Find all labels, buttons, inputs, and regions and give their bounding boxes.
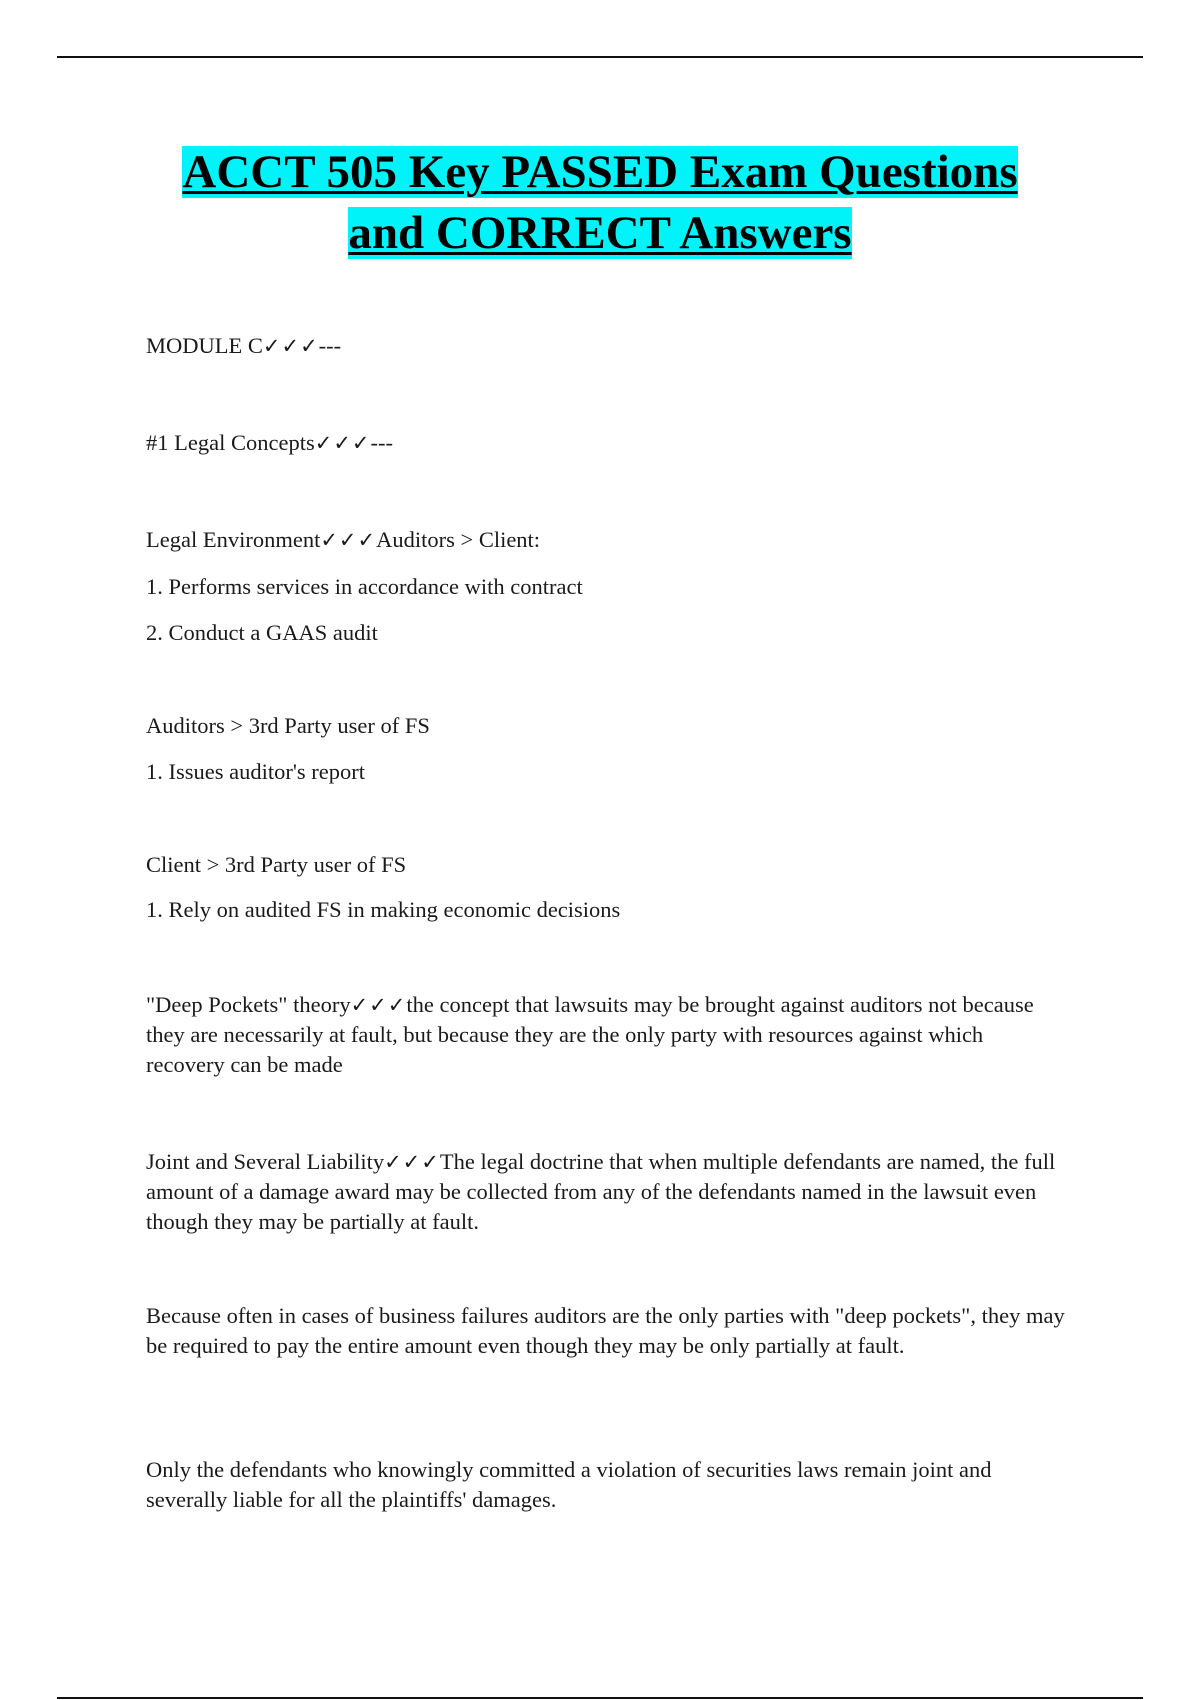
document-title xyxy=(100,142,1100,264)
title-line-1: ACCT 505 Key PASSED Exam Questions xyxy=(182,146,1018,198)
checkmark-icon: ✓✓✓ xyxy=(350,993,407,1017)
joint-liability-definition: The legal doctrine that when multiple defendants are named, the full amount of a damage award may be collected from any of the defendants named in the lawsuit even though they may be partially at fault. xyxy=(146,1149,1056,1234)
list-item: 1. Rely on audited FS in making economic decisions xyxy=(146,897,621,922)
top-rule xyxy=(57,56,1143,58)
securities-violation-note: Only the defendants who knowingly committed a violation of securities laws remain joint and severally liable for all the plaintiffs' damages. xyxy=(146,1457,992,1512)
list-item: 1. Issues auditor's report xyxy=(146,759,366,784)
legal-environment-entry xyxy=(146,525,1066,555)
legal-environment-term: Legal Environment xyxy=(146,527,321,552)
joint-several-liability-entry xyxy=(146,1147,1066,1237)
legal-concepts-tail: --- xyxy=(370,430,393,455)
deep-pockets-entry xyxy=(146,990,1066,1080)
auditors-third-party-heading: Auditors > 3rd Party user of FS xyxy=(146,713,430,738)
deep-pockets-explanation: Because often in cases of business failures auditors are the only parties with "deep pockets", they may be required to pay the entire amount even though they may be only partially at fault. xyxy=(146,1303,1065,1358)
deep-pockets-term: "Deep Pockets" theory xyxy=(146,992,351,1017)
title-line-2: and CORRECT Answers xyxy=(348,207,852,259)
checkmark-icon: ✓✓✓ xyxy=(320,528,377,552)
module-heading xyxy=(146,331,1066,361)
legal-concepts-term: #1 Legal Concepts xyxy=(146,430,315,455)
checkmark-icon: ✓✓✓ xyxy=(314,431,371,455)
deep-pockets-definition: the concept that lawsuits may be brought against auditors not because they are necessarily at fault, but because they are the only party with resources against which recovery can be made xyxy=(146,992,1034,1077)
module-tail: --- xyxy=(318,333,342,358)
checkmark-icon: ✓✓✓ xyxy=(384,1150,440,1174)
module-term: MODULE C xyxy=(146,333,263,358)
legal-environment-definition: Auditors > Client: xyxy=(376,527,541,552)
checkmark-icon: ✓✓✓ xyxy=(262,334,319,358)
legal-concepts-heading xyxy=(146,428,1066,458)
list-item: 1. Performs services in accordance with contract xyxy=(146,574,583,599)
joint-liability-term: Joint and Several Liability xyxy=(146,1149,385,1174)
client-third-party-heading: Client > 3rd Party user of FS xyxy=(146,852,407,877)
list-item: 2. Conduct a GAAS audit xyxy=(146,620,378,645)
bottom-rule xyxy=(57,1697,1143,1699)
